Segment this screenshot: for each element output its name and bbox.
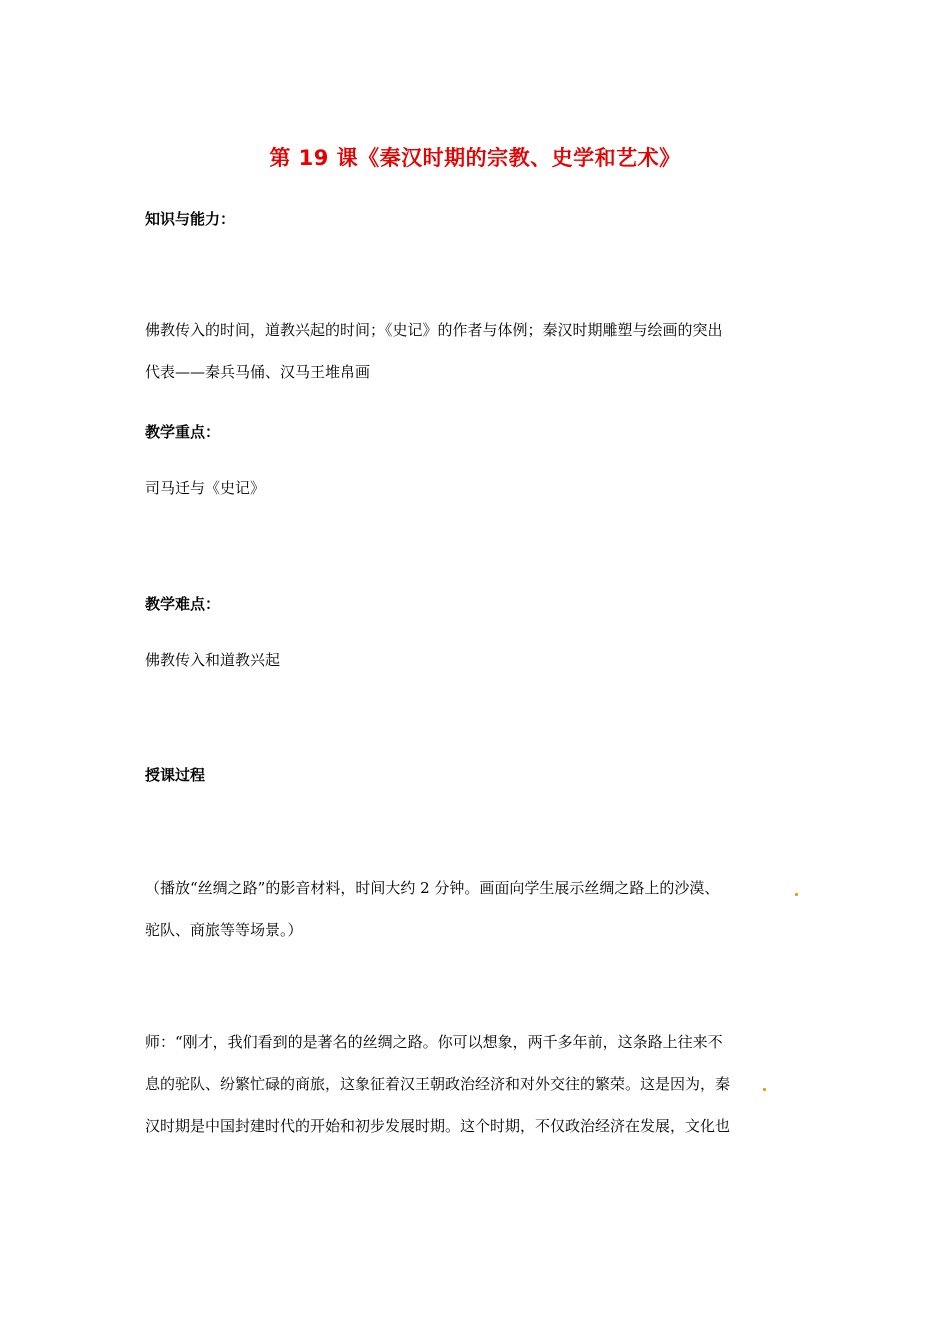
process-line-2: 驼队、商旅等等场景。） (145, 921, 303, 939)
knowledge-line-2: 代表——秦兵马俑、汉马王堆帛画 (145, 363, 371, 381)
key-points-heading: 教学重点： (145, 423, 221, 441)
teacher-paragraph (145, 1021, 805, 1147)
difficult-points-paragraph (145, 639, 805, 681)
teacher-line-2: 息的驼队、纷繁忙碌的商旅，这象征着汉王朝政治经济和对外交往的繁荣。这是因为，秦 (145, 1075, 731, 1093)
difficult-points-heading: 教学难点： (145, 595, 221, 613)
annotation-mark (763, 1088, 766, 1091)
knowledge-paragraph (145, 309, 805, 393)
knowledge-heading: 知识与能力： (145, 210, 236, 228)
knowledge-line-1: 佛教传入的时间，道教兴起的时间；《史记》的作者与体例；秦汉时期雕塑与绘画的突出 (145, 321, 723, 339)
teacher-line-3: 汉时期是中国封建时代的开始和初步发展时期。这个时期，不仅政治经济在发展，文化也 (145, 1117, 731, 1135)
process-line-1: （播放“丝绸之路”的影音材料，时间大约 2 分钟。画面向学生展示丝绸之路上的沙漠、 (145, 879, 720, 897)
process-heading: 授课过程 (145, 766, 206, 784)
key-points-paragraph (145, 467, 805, 509)
key-points-text: 司马迁与《史记》 (145, 479, 266, 497)
lesson-title: 第 19 课《秦汉时期的宗教、史学和艺术》 (269, 146, 681, 170)
teacher-line-1: 师：“刚才，我们看到的是著名的丝绸之路。你可以想象，两千多年前，这条路上往来不 (145, 1033, 723, 1051)
process-paragraph (145, 867, 805, 951)
annotation-mark (795, 893, 798, 896)
difficult-points-text: 佛教传入和道教兴起 (145, 651, 281, 669)
